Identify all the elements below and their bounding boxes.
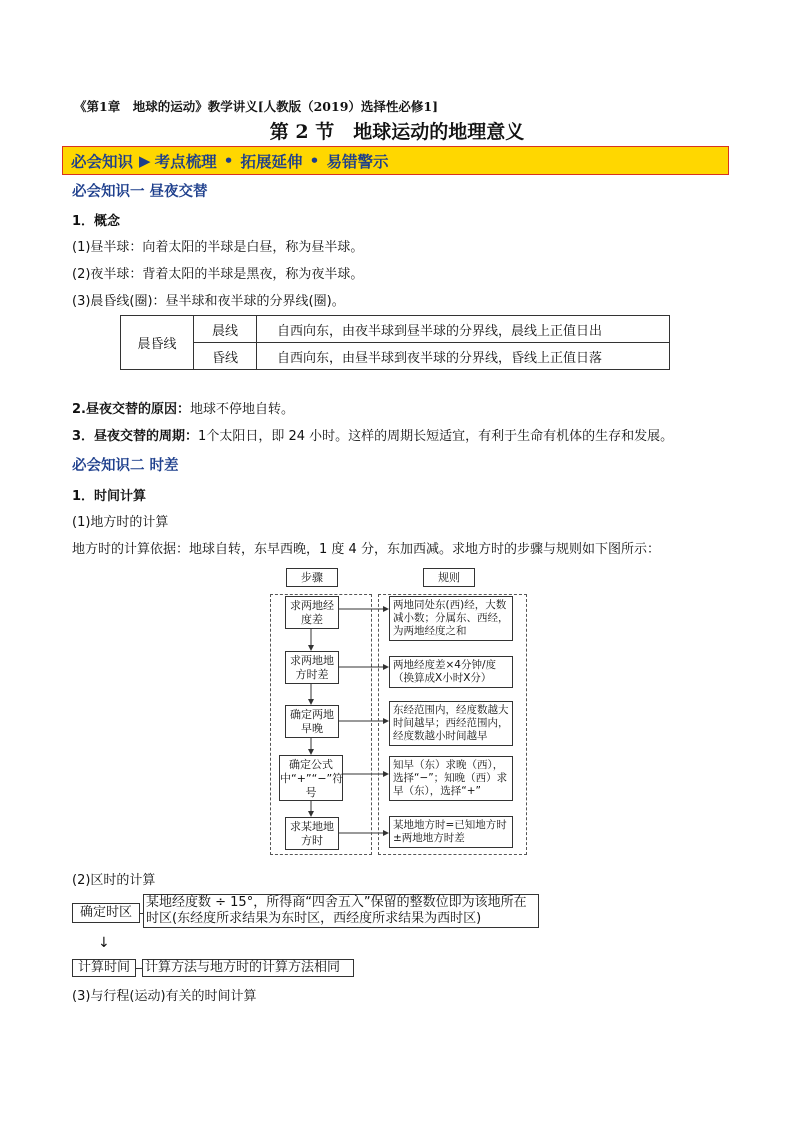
flow-step-3: 确定两地早晚 xyxy=(285,705,339,738)
flow-step-1: 求两地经度差 xyxy=(285,596,339,629)
flow-rule-4: 知早（东）求晚（西），选择“−”；知晚（西）求早（东），选择“+” xyxy=(389,756,513,801)
period-line xyxy=(72,425,673,444)
section-banner xyxy=(62,146,729,175)
concept-1: (1)昼半球：向着太阳的半球是白昼，称为昼半球。 xyxy=(72,240,364,255)
flow-step-5: 求某地地方时 xyxy=(285,817,339,850)
calc-title: 1．时间计算 xyxy=(72,489,147,504)
table-cell: 晨线 xyxy=(194,316,257,343)
concept-title: 1．概念 xyxy=(72,214,121,229)
table-cell: 昏线 xyxy=(194,343,257,370)
table-row xyxy=(121,343,670,370)
local-time-basis: 地方时的计算依据：地球自转，东早西晚，1 度 4 分，东加西减。求地方时的步骤与规则如下图所示： xyxy=(72,542,660,557)
bullet-dot: • xyxy=(223,151,234,170)
table-row xyxy=(121,316,670,343)
flow-rule-5: 某地地方时=已知地方时±两地地方时差 xyxy=(389,816,513,848)
table-cell: 自西向东，由夜半球到昼半球的分界线，晨线上正值日出 xyxy=(257,316,670,343)
play-arrow-icon: ▶ xyxy=(139,151,151,170)
flow-rule-1: 两地同处东(西)经，大数减小数；分属东、西经，为两地经度之和 xyxy=(389,596,513,641)
local-time-flowchart xyxy=(268,567,528,857)
period-text: 1个太阳日，即 24 小时。这样的周期长短适宜，有利于生命有机体的生存和发展。 xyxy=(198,429,674,444)
banner-part-4: 易错警示 xyxy=(326,152,389,171)
section-heading-1: 必会知识一 昼夜交替 xyxy=(72,184,208,200)
local-time-title: (1)地方时的计算 xyxy=(72,515,169,530)
table-cell: 自西向东，由昼半球到夜半球的分界线，昏线上正值日落 xyxy=(257,343,670,370)
rules-header: 规则 xyxy=(423,568,475,587)
flow-step-2: 求两地地方时差 xyxy=(285,651,339,684)
steps-header: 步骤 xyxy=(286,568,338,587)
reason-line xyxy=(72,398,294,417)
banner-part-2: 考点梳理 xyxy=(154,152,217,171)
zone-step-1-text: 某地经度数 ÷ 15°，所得商“四舍五入”保留的整数位即为该地所在时区(东经度所求结果为东时区，西经度所求结果为西时区) xyxy=(143,894,539,928)
source-line: 《第1章 地球的运动》教学讲义[人教版（2019）选择性必修1] xyxy=(74,99,439,114)
zone-step-2-text: 计算方法与地方时的计算方法相同 xyxy=(142,959,354,977)
zone-step-1-label: 确定时区 xyxy=(72,903,140,923)
table-group-cell: 晨昏线 xyxy=(121,316,194,370)
section-heading-2: 必会知识二 时差 xyxy=(72,458,179,474)
flow-step-4: 确定公式中“+”“−”符号 xyxy=(279,755,343,801)
flow-rule-3: 东经范围内，经度数越大时间越早；西经范围内，经度数越小时间越早 xyxy=(389,701,513,746)
zone-step-2-label: 计算时间 xyxy=(72,959,136,977)
bullet-dot: • xyxy=(309,151,320,170)
banner-part-1: 必会知识 xyxy=(71,152,134,171)
reason-label: 2.昼夜交替的原因： xyxy=(72,402,190,417)
reason-text: 地球不停地自转。 xyxy=(189,402,294,417)
period-label: 3．昼夜交替的周期： xyxy=(72,429,199,444)
concept-3: (3)晨昏线(圈)：昼半球和夜半球的分界线(圈)。 xyxy=(72,294,345,309)
travel-time-title: (3)与行程(运动)有关的时间计算 xyxy=(72,989,257,1004)
page-title: 第 2 节 地球运动的地理意义 xyxy=(269,121,525,143)
banner-part-3: 拓展延伸 xyxy=(240,152,303,171)
concept-2: (2)夜半球：背着太阳的半球是黑夜，称为夜半球。 xyxy=(72,267,364,282)
zone-time-title: (2)区时的计算 xyxy=(72,873,156,888)
down-arrow-icon: ↓ xyxy=(98,935,110,951)
terminator-table xyxy=(120,315,670,370)
flow-rule-2: 两地经度差×4分钟/度（换算成X小时X分） xyxy=(389,656,513,688)
